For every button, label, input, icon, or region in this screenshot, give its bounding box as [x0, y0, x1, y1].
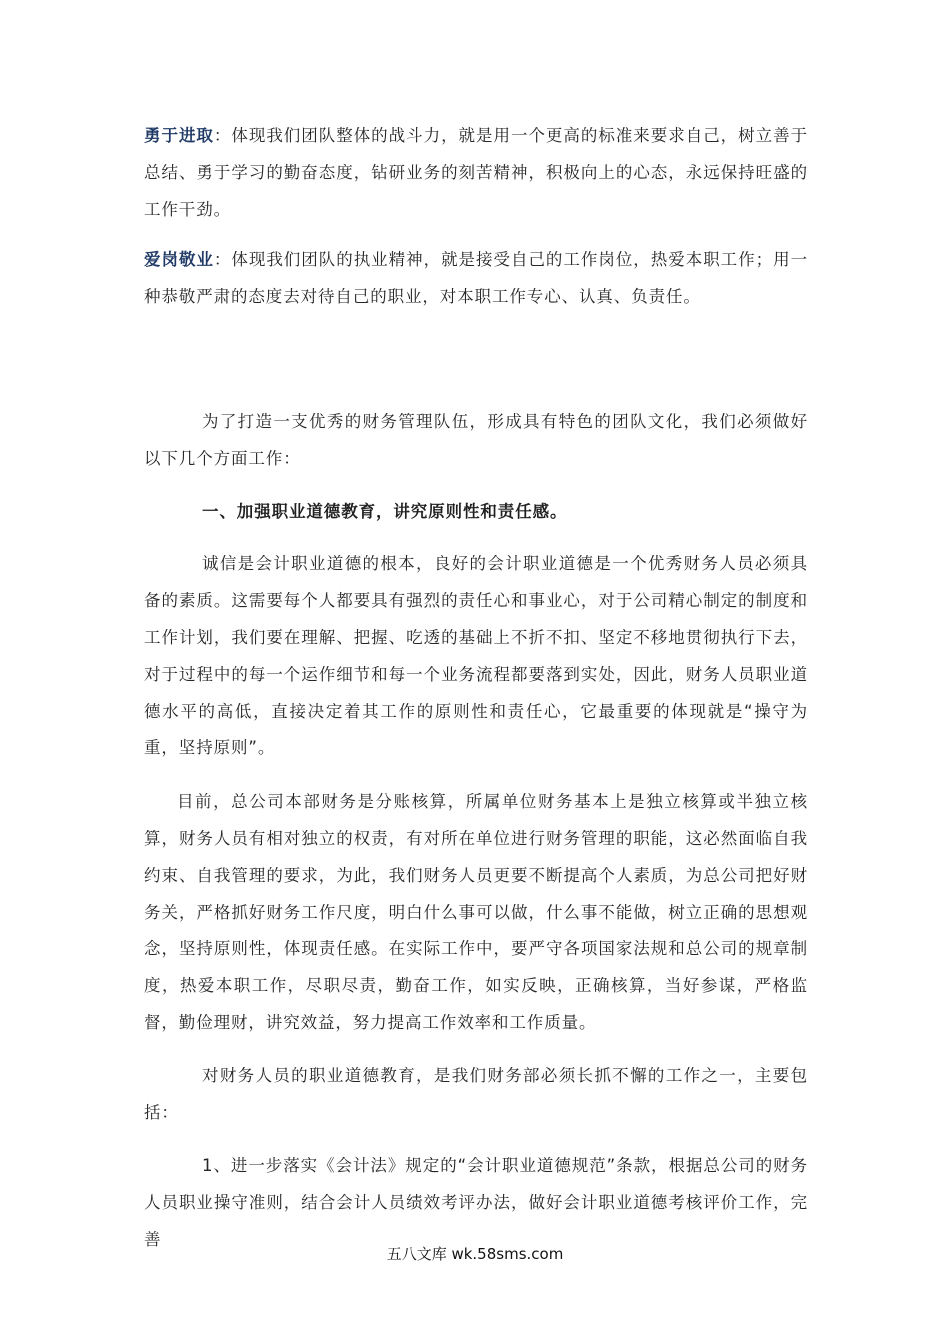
- paragraph-dedication: [144, 242, 808, 316]
- paragraph-text-courage: ：体现我们团队整体的战斗力，就是用一个更高的标准来要求自己，树立善于总结、勇于学习的勤奋态度，钻研业务的刻苦精神，积极向上的心态，永远保持旺盛的工作干劲。: [144, 126, 808, 219]
- body-paragraph-education: 对财务人员的职业道德教育，是我们财务部必须长抓不懈的工作之一，主要包括：: [144, 1065, 808, 1122]
- body-paragraph-current-status: 目前，总公司本部财务是分账核算，所属单位财务基本上是独立核算或半独立核算，财务人员有相对独立的权责，有对所在单位进行财务管理的职能，这必然面临自我约束、自我管理的要求，为此，我们财务人员更要不断提高个人素质，为总公司把好财务关，严格抓好财务工作尺度，明白什么事可以做，什么事不能做，树立正确的思想观念，坚持原则性，体现责任感。在实际工作中，要严守各项国家法规和总公司的规章制度，热爱本职工作，尽职尽责，勤奋工作，如实反映，正确核算，当好参谋，严格监督，勤俭理财，讲究效益，努力提高工作效率和工作质量。: [144, 792, 808, 1032]
- section-heading: 一、加强职业道德教育，讲究原则性和责任感。: [202, 501, 568, 521]
- body-paragraph-integrity: 诚信是会计职业道德的根本，良好的会计职业道德是一个优秀财务人员必须具备的素质。这需要每个人都要具有强烈的责任心和事业心，对于公司精心制定的制度和工作计划，我们要在理解、把握、吃透的基础上不折不扣、坚定不移地贯彻执行下去，对于过程中的每一个运作细节和每一个业务流程都要落到实处，因此，财务人员职业道德水平的高低，直接决定着其工作的原则性和责任心，它最重要的体现就是“操守为重，坚持原则”。: [144, 554, 808, 758]
- footer-watermark: 五八文库 wk.58sms.com: [386, 1245, 564, 1263]
- paragraph-courage: [144, 118, 808, 228]
- body-paragraph-item-1: 1、进一步落实《会计法》规定的“会计职业道德规范”条款，根据总公司的财务人员职业操守准则，结合会计人员绩效考评办法，做好会计职业道德考核评价工作，完善: [144, 1156, 808, 1249]
- document-content: [144, 118, 808, 1259]
- paragraph-lead-courage: 勇于进取: [144, 126, 214, 145]
- paragraph-lead-dedication: 爱岗敬业: [144, 250, 214, 270]
- paragraph-text-dedication: ：体现我们团队的执业精神，就是接受自己的工作岗位，热爱本职工作；用一种恭敬严肃的态度去对待自己的职业，对本职工作专心、认真、负责任。: [144, 250, 808, 307]
- intro-paragraph: 为了打造一支优秀的财务管理队伍，形成具有特色的团队文化，我们必须做好以下几个方面工作：: [144, 411, 808, 468]
